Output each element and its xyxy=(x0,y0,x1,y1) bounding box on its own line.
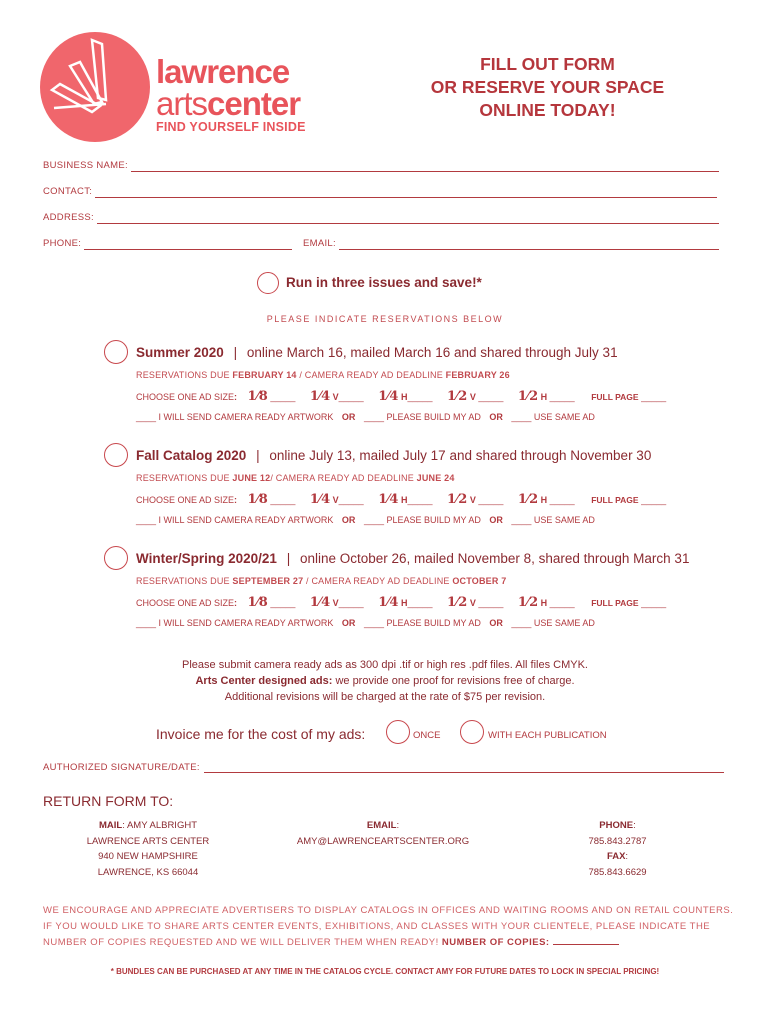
phone-return-value: 785.843.2787 xyxy=(588,835,647,847)
encourage-line1: WE ENCOURAGE AND APPRECIATE ADVERTISERS TO DISPLAY CATALOGS IN OFFICES AND WAITING ROOMS AND ON RETAIL COUNTERS. xyxy=(43,905,734,916)
size-h-letter: H xyxy=(400,392,408,402)
note-line2-rest: we provide one proof for revisions free of charge. xyxy=(332,675,575,687)
size-half-v: 1⁄2 xyxy=(447,389,468,404)
contact-label: CONTACT: xyxy=(43,186,93,197)
size-eighth-blank: _____ xyxy=(267,598,296,608)
invoice-each-radio[interactable] xyxy=(460,720,484,744)
size-half-v: 1⁄2 xyxy=(447,492,468,507)
business-name-label: BUSINESS NAME: xyxy=(43,160,128,171)
section-reservations xyxy=(136,576,506,586)
artwork-or1: OR xyxy=(341,618,356,628)
artwork-blank2: ____ xyxy=(363,412,387,422)
section-name: Winter/Spring 2020/21 xyxy=(136,551,277,566)
headline-line2: OR RESERVE YOUR SPACE xyxy=(430,77,665,97)
section-divider: | xyxy=(286,551,291,566)
section-detail: online October 26, mailed November 8, shared through March 31 xyxy=(299,551,690,566)
copies-label: NUMBER OF COPIES: xyxy=(441,937,550,948)
note-line1: Please submit camera ready ads as 300 dpi .tif or high res .pdf files. All files CMYK. xyxy=(182,659,588,671)
fax-return-label: FAX xyxy=(606,851,626,862)
logo-tagline: FIND YOURSELF INSIDE xyxy=(156,120,306,134)
res-prefix: RESERVATIONS DUE xyxy=(136,576,233,586)
res-deadline: FEBRUARY 26 xyxy=(445,370,510,380)
mail-label: MAIL xyxy=(98,820,123,831)
size-v-letter: V xyxy=(332,392,339,402)
ad-size-row: CHOOSE ONE AD SIZE: 1⁄8 _____ 1⁄4 V_____ 1⁄4 H_____ 1⁄2 V _____ 1⁄2 H _____ FULL PAGE _____ xyxy=(136,595,667,610)
size-quarter-h: 1⁄4 xyxy=(378,595,399,610)
section-detail: online July 13, mailed July 17 and shared through November 30 xyxy=(269,448,652,463)
headline-line1: FILL OUT FORM xyxy=(480,54,615,74)
size-h-letter2: H xyxy=(540,598,548,608)
address-field[interactable] xyxy=(97,223,719,224)
size-eighth-blank: _____ xyxy=(267,392,296,402)
artwork-blank1: ____ xyxy=(136,515,159,525)
signature-label: AUTHORIZED SIGNATURE/DATE: xyxy=(43,762,200,773)
invoice-each-label: WITH EACH PUBLICATION xyxy=(488,730,607,741)
section-title xyxy=(136,551,689,566)
note-line2-bold: Arts Center designed ads: xyxy=(195,675,333,687)
res-mid: / CAMERA READY AD DEADLINE xyxy=(270,473,417,483)
three-issues-label: Run in three issues and save!* xyxy=(286,275,482,290)
artwork-or2: OR xyxy=(489,618,503,628)
size-h-letter2: H xyxy=(540,392,548,402)
artwork-build: PLEASE BUILD MY AD xyxy=(386,515,481,525)
artwork-same: USE SAME AD xyxy=(533,412,595,422)
size-quarter-v: 1⁄4 xyxy=(309,595,331,610)
signature-field[interactable] xyxy=(204,772,724,773)
fax-return-value: 785.843.6629 xyxy=(588,866,647,878)
res-deadline: OCTOBER 7 xyxy=(452,576,507,586)
size-full: FULL PAGE xyxy=(591,495,639,505)
res-date: JUNE 12 xyxy=(232,473,271,483)
section-reservations xyxy=(136,473,455,483)
size-full: FULL PAGE xyxy=(591,392,639,402)
ad-size-row: CHOOSE ONE AD SIZE: 1⁄8 _____ 1⁄4 V_____ 1⁄4 H_____ 1⁄2 V _____ 1⁄2 H _____ FULL PAGE _____ xyxy=(136,389,667,404)
artwork-send: I WILL SEND CAMERA READY ARTWORK xyxy=(158,515,334,525)
section-title xyxy=(136,448,651,463)
phone-return-label: PHONE xyxy=(599,820,634,831)
size-eighth-blank: _____ xyxy=(267,495,296,505)
email-return-value[interactable]: AMY@LAWRENCEARTSCENTER.ORG xyxy=(296,835,470,847)
invoice-label: Invoice me for the cost of my ads: xyxy=(156,726,366,742)
res-date: SEPTEMBER 27 xyxy=(232,576,304,586)
encourage-line2: IF YOU WOULD LIKE TO SHARE ARTS CENTER EVENTS, EXHIBITIONS, AND CLASSES WITH YOUR CLIENTELE, PLEASE INDICATE THE xyxy=(43,921,711,932)
size-v-letter: V xyxy=(332,495,339,505)
res-deadline: JUNE 24 xyxy=(416,473,455,483)
artwork-blank2: ____ xyxy=(363,515,387,525)
section-checkbox[interactable] xyxy=(104,546,128,570)
size-v-letter2: V xyxy=(469,392,476,402)
email-label: EMAIL: xyxy=(303,238,336,249)
invoice-once-label: ONCE xyxy=(413,730,441,741)
artwork-blank1: ____ xyxy=(136,618,159,628)
size-v-letter2: V xyxy=(469,598,476,608)
logo-center: center xyxy=(207,85,301,122)
size-h-letter: H xyxy=(400,495,408,505)
business-name-field[interactable] xyxy=(131,171,719,172)
res-mid: / CAMERA READY AD DEADLINE xyxy=(303,576,453,586)
size-v-letter: V xyxy=(332,598,339,608)
artwork-blank3: ____ xyxy=(511,412,534,422)
size-quarter-h: 1⁄4 xyxy=(378,389,399,404)
size-h-letter2: H xyxy=(540,495,548,505)
artwork-same: USE SAME AD xyxy=(533,618,595,628)
artwork-or2: OR xyxy=(489,412,503,422)
artwork-blank3: ____ xyxy=(511,515,534,525)
section-divider: | xyxy=(256,448,260,463)
indicate-reservations: PLEASE INDICATE RESERVATIONS BELOW xyxy=(266,314,504,324)
phone-field[interactable] xyxy=(84,249,292,250)
three-issues-checkbox[interactable] xyxy=(257,272,279,294)
return-phone: PHONE: 785.843.2787 FAX: 785.843.6629 xyxy=(560,818,675,880)
size-half-v: 1⁄2 xyxy=(447,595,468,610)
size-full: FULL PAGE xyxy=(591,598,639,608)
size-quarter-h: 1⁄4 xyxy=(378,492,399,507)
artwork-or2: OR xyxy=(489,515,503,525)
note-line2 xyxy=(0,673,770,689)
artwork-send: I WILL SEND CAMERA READY ARTWORK xyxy=(158,618,334,628)
mail-org: LAWRENCE ARTS CENTER xyxy=(86,835,210,847)
invoice-once-radio[interactable] xyxy=(386,720,410,744)
size-h-letter: H xyxy=(400,598,408,608)
size-v-letter2: V xyxy=(469,495,476,505)
artwork-or1: OR xyxy=(341,515,356,525)
artwork-blank1: ____ xyxy=(136,412,159,422)
size-half-h: 1⁄2 xyxy=(517,595,539,610)
email-field[interactable] xyxy=(339,249,719,250)
res-prefix: RESERVATIONS DUE xyxy=(136,473,233,483)
artwork-send: I WILL SEND CAMERA READY ARTWORK xyxy=(158,412,334,422)
size-eighth: 1⁄8 xyxy=(247,492,268,507)
mail-street: 940 NEW HAMPSHIRE xyxy=(98,851,198,862)
artwork-row xyxy=(136,515,595,525)
return-email: EMAIL: AMY@LAWRENCEARTSCENTER.ORG xyxy=(270,818,496,849)
logo-artscenter xyxy=(156,87,300,120)
artwork-build: PLEASE BUILD MY AD xyxy=(386,618,481,628)
artwork-same: USE SAME AD xyxy=(533,515,595,525)
res-date: FEBRUARY 14 xyxy=(232,370,297,380)
section-title xyxy=(136,345,618,360)
copies-field[interactable] xyxy=(553,944,619,945)
artwork-build: PLEASE BUILD MY AD xyxy=(386,412,481,422)
section-divider: | xyxy=(233,345,238,360)
ad-size-label: CHOOSE ONE AD SIZE xyxy=(136,598,235,608)
size-half-h: 1⁄2 xyxy=(517,389,539,404)
mail-line xyxy=(63,818,233,834)
size-eighth: 1⁄8 xyxy=(247,595,268,610)
phone-label: PHONE: xyxy=(43,238,82,249)
encourage-line3-text: NUMBER OF COPIES REQUESTED AND WE WILL DELIVER THEM WHEN READY! xyxy=(43,937,439,948)
ad-size-label: CHOOSE ONE AD SIZE xyxy=(136,392,235,402)
res-mid: / CAMERA READY AD DEADLINE xyxy=(296,370,446,380)
section-checkbox[interactable] xyxy=(104,443,128,467)
res-prefix: RESERVATIONS DUE xyxy=(136,370,233,380)
encourage-line3 xyxy=(43,935,743,951)
email-return-label: EMAIL xyxy=(366,820,397,831)
mail-city: LAWRENCE, KS 66044 xyxy=(97,866,199,878)
artwork-blank3: ____ xyxy=(511,618,534,628)
size-half-h: 1⁄2 xyxy=(517,492,539,507)
return-mail xyxy=(63,818,233,880)
logo-lawrence: lawrence xyxy=(156,53,290,90)
artwork-row xyxy=(136,412,595,422)
section-checkbox[interactable] xyxy=(104,340,128,364)
encourage-text xyxy=(43,903,743,951)
section-name: Summer 2020 xyxy=(136,345,224,360)
return-title: RETURN FORM TO: xyxy=(43,793,174,809)
logo-arts: arts xyxy=(156,85,208,122)
section-detail: online March 16, mailed March 16 and shared through July 31 xyxy=(246,345,618,360)
artwork-row xyxy=(136,618,595,628)
logo-mark-icon xyxy=(40,32,150,142)
mail-name: : AMY ALBRIGHT xyxy=(122,820,197,831)
logo-circle xyxy=(40,32,150,142)
contact-field[interactable] xyxy=(95,197,717,198)
ad-size-label: CHOOSE ONE AD SIZE xyxy=(136,495,235,505)
ad-size-row: CHOOSE ONE AD SIZE: 1⁄8 _____ 1⁄4 V_____ 1⁄4 H_____ 1⁄2 V _____ 1⁄2 H _____ FULL PAGE _____ xyxy=(136,492,667,507)
size-quarter-v: 1⁄4 xyxy=(309,389,331,404)
size-eighth: 1⁄8 xyxy=(247,389,268,404)
bundle-note: * BUNDLES CAN BE PURCHASED AT ANY TIME IN THE CATALOG CYCLE. CONTACT AMY FOR FUTURE DATES TO LOCK IN SPECIAL PRICING! xyxy=(110,967,660,976)
submit-note xyxy=(0,657,770,705)
artwork-blank2: ____ xyxy=(363,618,387,628)
headline xyxy=(400,53,695,122)
section-name: Fall Catalog 2020 xyxy=(136,448,247,463)
artwork-or1: OR xyxy=(341,412,356,422)
note-line3: Additional revisions will be charged at the rate of $75 per revision. xyxy=(224,691,546,703)
address-label: ADDRESS: xyxy=(43,212,94,223)
size-quarter-v: 1⁄4 xyxy=(309,492,331,507)
section-reservations xyxy=(136,370,510,380)
headline-line3: ONLINE TODAY! xyxy=(479,100,616,120)
